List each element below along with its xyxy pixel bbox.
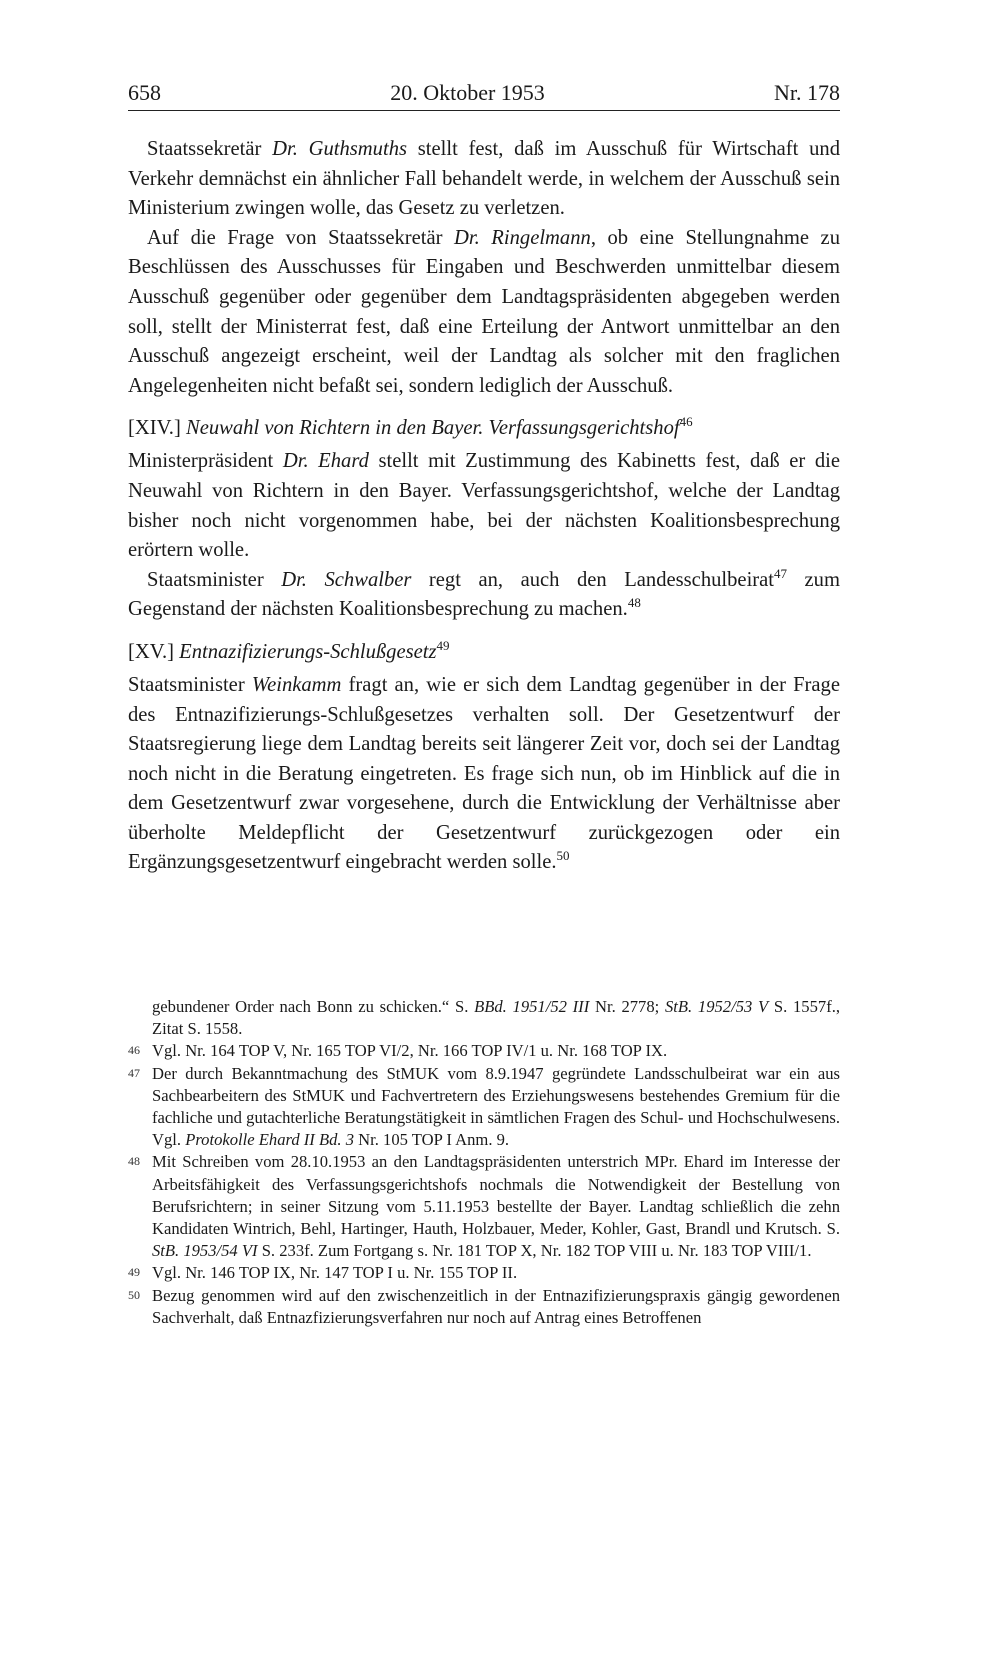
main-text (128, 135, 840, 878)
footnote-number: 49 (128, 1265, 140, 1280)
running-header (128, 78, 840, 111)
speaker-name: Dr. Ehard (282, 450, 369, 473)
page (128, 78, 840, 878)
section-title: Neuwahl von Richtern in den Bayer. Verfassungsgerichtshof (185, 417, 680, 440)
footnote-number: 47 (128, 1065, 140, 1080)
footnote-47: 47 Der durch Bekanntmachung des StMUK vom 8.9.1947 gegründete Landsschulbeirat war ein aus Sachbearbeitern des StMUK und Fachvertretern des Erziehungswesens bestehendes Gremium für die fachliche und gutachterliche Beratungstätigkeit in sämtlichen Fragen des Schul- und Hochschulwesens. Vgl. Protokolle Ehard II Bd. 3 Nr. 105 TOP I Anm. 9. (128, 1063, 840, 1152)
footnote-number: 46 (128, 1043, 140, 1058)
speaker-name: Dr. Guthsmuths (272, 138, 408, 160)
section-title: Entnazifizierungs-Schlußgesetz (179, 640, 437, 663)
header-date: 20. Oktober 1953 (390, 80, 545, 105)
paragraph-weinkamm: Staatsminister Weinkamm fragt an, wie er sich dem Landtag gegenüber in der Frage des Entnazifizierungs-Schlußgesetzes verhalten soll. Der Gesetzentwurf der Staatsregierung liege dem Landtag bereits seit längerer Zeit vor, doch sei der Landtag noch nicht in die Beratung eingetreten. Es frage sich nun, ob im Hinblick auf die in dem Gesetzentwurf zwar vorgesehene, durch die Entwicklung der Verhältnisse aber überholte Meldepflicht der Gesetzentwurf zurückgezogen oder ein Ergänzungsgesetzentwurf eingebracht werden solle.$^{50}$ (128, 673, 840, 874)
speaker-name: Dr. Ringelmann (454, 226, 591, 249)
speaker-name: Dr. Schwalber (281, 568, 412, 591)
paragraph-ehard: Ministerpräsident Dr. Ehard stellt mit Zustimmung des Kabinetts fest, daß er die Neuwahl von Richtern in den Bayer. Verfassungsgerichtshof, welche der Landtag bisher noch nicht vorgenommen habe, bei der nächsten Koalitionsbesprechung erörtern wolle. (128, 450, 840, 562)
footnote-46: 46 Vgl. Nr. 164 TOP V, Nr. 165 TOP VI/2, Nr. 166 TOP IV/1 u. Nr. 168 TOP IX. (128, 1040, 840, 1062)
page-number: 658 (128, 80, 161, 105)
footnote-ref[interactable]: 50 (556, 848, 570, 864)
footnote-number: 48 (128, 1154, 140, 1169)
footnotes (128, 996, 840, 1329)
section-heading-xv: [XV.] Entnazifizierungs-Schlußgesetz$^{49}$ (128, 638, 450, 663)
section-heading-xiv: [XIV.] Neuwahl von Richtern in den Bayer. Verfassungsgerichtshof$^{46}$ (128, 414, 693, 440)
paragraph-guthsmuths: Staatssekretär Dr. Guthsmuths stellt fest, daß im Ausschuß für Wirtschaft und Verkehr demnächst ein ähnlicher Fall behandelt werde, in welchem der Ausschuß sein Ministerium zwingen wolle, das Gesetz zu verletzen. (128, 138, 841, 220)
footnote-49: 49 Vgl. Nr. 146 TOP IX, Nr. 147 TOP I u. Nr. 155 TOP II. (128, 1262, 840, 1284)
speaker-name: Weinkamm (251, 673, 342, 696)
footnote-continuation: gebundener Order nach Bonn zu schicken.“ S. BBd. 1951/52 III Nr. 2778; StB. 1952/53 V S. 1557f., Zitat S. 1558. (152, 997, 841, 1039)
footnote-ref[interactable]: 49 (436, 638, 450, 654)
footnote-number: 50 (128, 1287, 140, 1302)
paragraph-ringelmann: Auf die Frage von Staatssekretär Dr. Ringelmann, ob eine Stellungnahme zu Beschlüssen des Ausschusses für Eingaben und Beschwerden unmittelbar diesem Ausschuß gegenüber oder gegenüber dem Landtagspräsidenten abgegeben werden soll, stellt der Ministerrat fest, daß eine Erteilung der Antwort unmittelbar an den Ausschuß angezeigt erscheint, weil der Landtag als solcher mit den fraglichen Angelegenheiten nicht befaßt sei, sondern lediglich der Ausschuß. (128, 226, 840, 397)
footnote-ref[interactable]: 48 (627, 595, 641, 611)
footnote-ref[interactable]: 46 (679, 414, 693, 430)
footnote-48: 48 Mit Schreiben vom 28.10.1953 an den Landtagspräsidenten unterstrich MPr. Ehard im Interesse der Arbeitsfähigkeit des Verfassungsgerichtshofs nochmals die Notwendigkeit der Bestellung von Berufsrichtern; in seiner Sitzung vom 5.11.1953 bestellte der Bayer. Landtag schließlich die zehn Kandidaten Wintrich, Behl, Hartinger, Hauth, Holzbauer, Meder, Kohler, Gast, Brandl und Krutsch. S. StB. 1953/54 VI S. 233f. Zum Fortgang s. Nr. 181 TOP X, Nr. 182 TOP VIII u. Nr. 183 TOP VIII/1. (128, 1151, 840, 1262)
footnote-50: 50 Bezug genommen wird auf den zwischenzeitlich in der Entnazifizierungspraxis gängig gewordenen Sachverhalt, daß Entnazfizierungsverfahren nur noch auf Antrag eines Betroffenen (128, 1285, 840, 1329)
paragraph-schwalber: Staatsminister Dr. Schwalber regt an, auch den Landesschulbeirat$^{47}$ zum Gegenstand der nächsten Koalitionsbesprechung zu machen.$^{48}$ (128, 565, 841, 621)
footnote-ref[interactable]: 47 (774, 565, 788, 581)
document-number: Nr. 178 (774, 80, 840, 105)
